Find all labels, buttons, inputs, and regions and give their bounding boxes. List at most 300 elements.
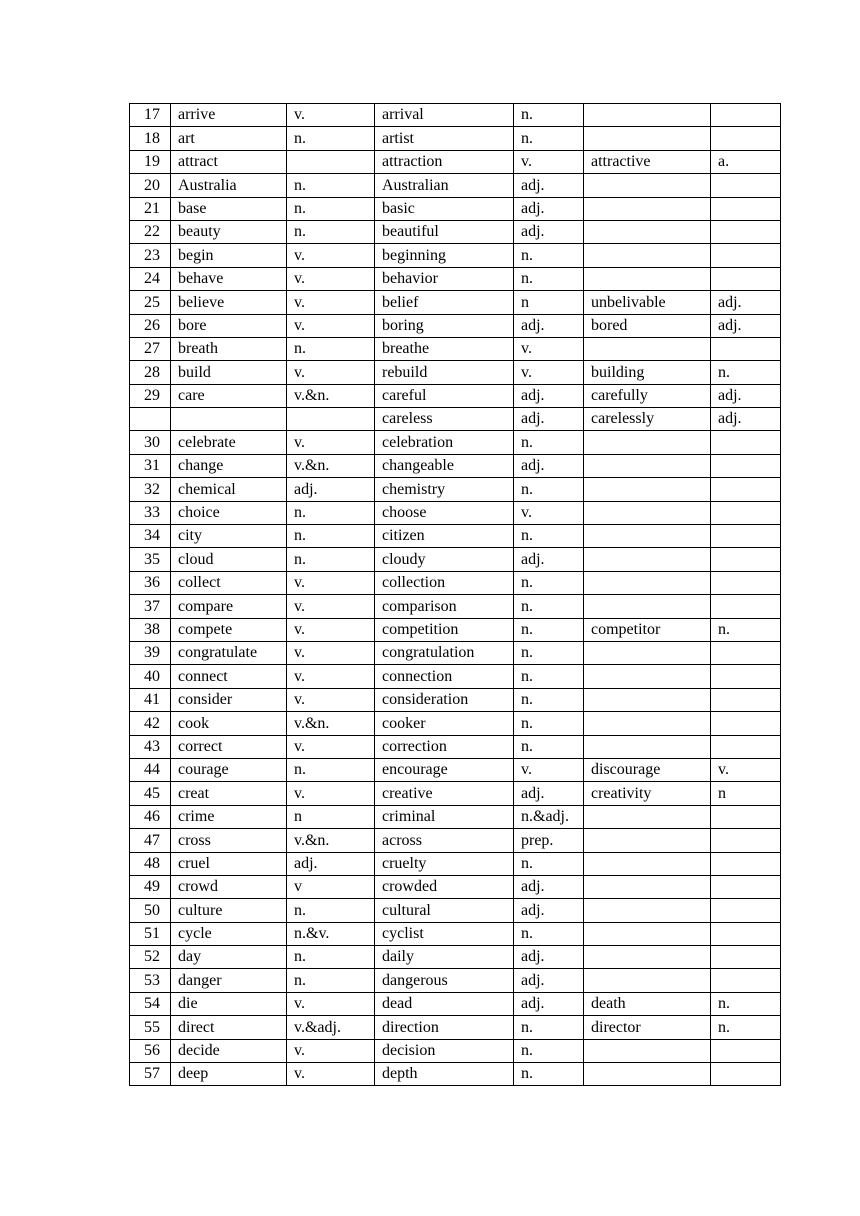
table-row	[130, 688, 781, 711]
row-number-cell: 28	[130, 361, 171, 384]
base-word-cell: courage	[171, 758, 287, 781]
base-word-pos-cell: v.	[287, 618, 375, 641]
base-word-pos-cell: v.	[287, 571, 375, 594]
base-word-cell: cook	[171, 712, 287, 735]
second-derived-word-pos-cell	[711, 571, 781, 594]
table-row	[130, 361, 781, 384]
second-derived-word-cell	[584, 969, 711, 992]
second-derived-word-pos-cell: v.	[711, 758, 781, 781]
row-number-cell: 32	[130, 478, 171, 501]
derived-word-pos-cell: adj.	[514, 174, 584, 197]
second-derived-word-cell	[584, 478, 711, 501]
base-word-pos-cell: v.	[287, 1039, 375, 1062]
base-word-cell: die	[171, 992, 287, 1015]
base-word-pos-cell: adj.	[287, 852, 375, 875]
base-word-pos-cell	[287, 150, 375, 173]
row-number-cell: 30	[130, 431, 171, 454]
derived-word-pos-cell: v.	[514, 361, 584, 384]
second-derived-word-pos-cell	[711, 337, 781, 360]
second-derived-word-cell	[584, 899, 711, 922]
derived-word-pos-cell: n.	[514, 641, 584, 664]
table-row	[130, 384, 781, 407]
derived-word-pos-cell: n.	[514, 571, 584, 594]
derived-word-pos-cell: n.	[514, 267, 584, 290]
base-word-pos-cell: v.	[287, 314, 375, 337]
second-derived-word-pos-cell	[711, 712, 781, 735]
base-word-cell: cloud	[171, 548, 287, 571]
table-row	[130, 478, 781, 501]
second-derived-word-cell: carelessly	[584, 408, 711, 431]
base-word-cell: deep	[171, 1063, 287, 1086]
second-derived-word-cell	[584, 665, 711, 688]
derived-word-pos-cell: n.	[514, 1039, 584, 1062]
base-word-cell: connect	[171, 665, 287, 688]
base-word-cell: cruel	[171, 852, 287, 875]
row-number-cell: 33	[130, 501, 171, 524]
second-derived-word-pos-cell	[711, 478, 781, 501]
derived-word-cell: rebuild	[375, 361, 514, 384]
derived-word-cell: connection	[375, 665, 514, 688]
derived-word-pos-cell: adj.	[514, 875, 584, 898]
table-row	[130, 758, 781, 781]
derived-word-pos-cell: adj.	[514, 220, 584, 243]
base-word-pos-cell: v.	[287, 595, 375, 618]
table-row	[130, 431, 781, 454]
table-row	[130, 805, 781, 828]
table-row	[130, 1063, 781, 1086]
derived-word-pos-cell: n.	[514, 688, 584, 711]
derived-word-cell: careful	[375, 384, 514, 407]
second-derived-word-cell	[584, 875, 711, 898]
table-row	[130, 174, 781, 197]
row-number-cell: 47	[130, 829, 171, 852]
derived-word-pos-cell: adj.	[514, 454, 584, 477]
row-number-cell: 24	[130, 267, 171, 290]
derived-word-cell: belief	[375, 291, 514, 314]
derived-word-cell: dead	[375, 992, 514, 1015]
row-number-cell: 46	[130, 805, 171, 828]
base-word-cell: chemical	[171, 478, 287, 501]
row-number-cell: 38	[130, 618, 171, 641]
derived-word-pos-cell: adj.	[514, 946, 584, 969]
second-derived-word-cell	[584, 267, 711, 290]
table-row	[130, 501, 781, 524]
second-derived-word-pos-cell: adj.	[711, 408, 781, 431]
table-row	[130, 244, 781, 267]
second-derived-word-pos-cell	[711, 899, 781, 922]
second-derived-word-pos-cell	[711, 1063, 781, 1086]
base-word-cell: day	[171, 946, 287, 969]
base-word-cell: direct	[171, 1016, 287, 1039]
derived-word-pos-cell: n.	[514, 478, 584, 501]
base-word-cell: compare	[171, 595, 287, 618]
table-row	[130, 665, 781, 688]
table-row	[130, 571, 781, 594]
second-derived-word-cell	[584, 501, 711, 524]
derived-word-cell: changeable	[375, 454, 514, 477]
second-derived-word-cell	[584, 220, 711, 243]
second-derived-word-pos-cell	[711, 735, 781, 758]
base-word-pos-cell: n.	[287, 501, 375, 524]
derived-word-cell: encourage	[375, 758, 514, 781]
base-word-cell: crowd	[171, 875, 287, 898]
row-number-cell: 27	[130, 337, 171, 360]
second-derived-word-pos-cell	[711, 875, 781, 898]
base-word-cell: attract	[171, 150, 287, 173]
row-number-cell: 22	[130, 220, 171, 243]
derived-word-pos-cell: v.	[514, 758, 584, 781]
second-derived-word-cell	[584, 431, 711, 454]
base-word-pos-cell: v.&n.	[287, 712, 375, 735]
table-row	[130, 197, 781, 220]
second-derived-word-cell: competitor	[584, 618, 711, 641]
derived-word-cell: comparison	[375, 595, 514, 618]
base-word-pos-cell: n.	[287, 197, 375, 220]
row-number-cell: 21	[130, 197, 171, 220]
base-word-pos-cell: n.	[287, 899, 375, 922]
table-row	[130, 1016, 781, 1039]
second-derived-word-cell	[584, 104, 711, 127]
second-derived-word-pos-cell	[711, 969, 781, 992]
second-derived-word-cell: carefully	[584, 384, 711, 407]
base-word-pos-cell: v.	[287, 688, 375, 711]
second-derived-word-pos-cell: n.	[711, 1016, 781, 1039]
derived-word-pos-cell: adj.	[514, 969, 584, 992]
derived-word-pos-cell: adj.	[514, 408, 584, 431]
base-word-cell	[171, 408, 287, 431]
base-word-pos-cell: v	[287, 875, 375, 898]
base-word-pos-cell: n	[287, 805, 375, 828]
base-word-pos-cell	[287, 408, 375, 431]
derived-word-cell: criminal	[375, 805, 514, 828]
base-word-pos-cell: v.	[287, 782, 375, 805]
base-word-pos-cell: v.	[287, 1063, 375, 1086]
base-word-cell: bore	[171, 314, 287, 337]
derived-word-cell: congratulation	[375, 641, 514, 664]
second-derived-word-cell	[584, 337, 711, 360]
second-derived-word-cell: creativity	[584, 782, 711, 805]
base-word-cell: crime	[171, 805, 287, 828]
base-word-cell: correct	[171, 735, 287, 758]
second-derived-word-cell	[584, 922, 711, 945]
row-number-cell: 52	[130, 946, 171, 969]
table-row	[130, 127, 781, 150]
second-derived-word-pos-cell	[711, 1039, 781, 1062]
table-row	[130, 875, 781, 898]
derived-word-pos-cell: prep.	[514, 829, 584, 852]
second-derived-word-cell	[584, 548, 711, 571]
row-number-cell: 23	[130, 244, 171, 267]
table-row	[130, 922, 781, 945]
second-derived-word-pos-cell	[711, 174, 781, 197]
second-derived-word-pos-cell	[711, 641, 781, 664]
second-derived-word-cell: bored	[584, 314, 711, 337]
table-row	[130, 1039, 781, 1062]
derived-word-cell: celebration	[375, 431, 514, 454]
derived-word-cell: daily	[375, 946, 514, 969]
table-row	[130, 220, 781, 243]
row-number-cell: 36	[130, 571, 171, 594]
derived-word-cell: arrival	[375, 104, 514, 127]
derived-word-pos-cell: n	[514, 291, 584, 314]
row-number-cell	[130, 408, 171, 431]
second-derived-word-cell	[584, 712, 711, 735]
derived-word-cell: citizen	[375, 525, 514, 548]
second-derived-word-cell: death	[584, 992, 711, 1015]
second-derived-word-cell	[584, 641, 711, 664]
second-derived-word-cell: attractive	[584, 150, 711, 173]
row-number-cell: 37	[130, 595, 171, 618]
second-derived-word-pos-cell	[711, 688, 781, 711]
second-derived-word-cell	[584, 525, 711, 548]
row-number-cell: 35	[130, 548, 171, 571]
second-derived-word-pos-cell	[711, 852, 781, 875]
row-number-cell: 53	[130, 969, 171, 992]
base-word-pos-cell: n.&v.	[287, 922, 375, 945]
derived-word-pos-cell: adj.	[514, 384, 584, 407]
base-word-cell: culture	[171, 899, 287, 922]
derived-word-pos-cell: n.	[514, 712, 584, 735]
derived-word-pos-cell: v.	[514, 501, 584, 524]
second-derived-word-pos-cell	[711, 431, 781, 454]
vocabulary-table	[129, 103, 781, 1086]
table-row	[130, 992, 781, 1015]
base-word-pos-cell: n.	[287, 337, 375, 360]
second-derived-word-cell	[584, 454, 711, 477]
second-derived-word-cell: discourage	[584, 758, 711, 781]
row-number-cell: 43	[130, 735, 171, 758]
second-derived-word-pos-cell	[711, 548, 781, 571]
derived-word-pos-cell: n.	[514, 852, 584, 875]
derived-word-cell: artist	[375, 127, 514, 150]
second-derived-word-pos-cell: adj.	[711, 384, 781, 407]
second-derived-word-pos-cell: n.	[711, 361, 781, 384]
derived-word-pos-cell: adj.	[514, 197, 584, 220]
base-word-cell: believe	[171, 291, 287, 314]
base-word-pos-cell: v.	[287, 104, 375, 127]
base-word-pos-cell: v.&n.	[287, 829, 375, 852]
row-number-cell: 20	[130, 174, 171, 197]
base-word-cell: collect	[171, 571, 287, 594]
derived-word-cell: competition	[375, 618, 514, 641]
second-derived-word-cell	[584, 946, 711, 969]
row-number-cell: 48	[130, 852, 171, 875]
row-number-cell: 50	[130, 899, 171, 922]
base-word-pos-cell: v.	[287, 361, 375, 384]
second-derived-word-pos-cell: n.	[711, 992, 781, 1015]
second-derived-word-pos-cell: n	[711, 782, 781, 805]
table-row	[130, 852, 781, 875]
derived-word-pos-cell: n.	[514, 525, 584, 548]
second-derived-word-cell: unbelivable	[584, 291, 711, 314]
derived-word-cell: across	[375, 829, 514, 852]
derived-word-cell: correction	[375, 735, 514, 758]
derived-word-pos-cell: n.	[514, 665, 584, 688]
table-row	[130, 454, 781, 477]
base-word-cell: consider	[171, 688, 287, 711]
base-word-pos-cell: v.	[287, 735, 375, 758]
base-word-cell: city	[171, 525, 287, 548]
base-word-pos-cell: v.&n.	[287, 454, 375, 477]
base-word-cell: congratulate	[171, 641, 287, 664]
table-row	[130, 595, 781, 618]
second-derived-word-pos-cell	[711, 267, 781, 290]
second-derived-word-pos-cell: adj.	[711, 314, 781, 337]
derived-word-cell: attraction	[375, 150, 514, 173]
derived-word-pos-cell: n.	[514, 431, 584, 454]
base-word-pos-cell: v.	[287, 992, 375, 1015]
base-word-pos-cell: n.	[287, 758, 375, 781]
second-derived-word-pos-cell	[711, 104, 781, 127]
base-word-cell: celebrate	[171, 431, 287, 454]
derived-word-pos-cell: n.&adj.	[514, 805, 584, 828]
derived-word-pos-cell: v.	[514, 150, 584, 173]
row-number-cell: 42	[130, 712, 171, 735]
derived-word-pos-cell: n.	[514, 244, 584, 267]
derived-word-cell: depth	[375, 1063, 514, 1086]
second-derived-word-cell	[584, 1063, 711, 1086]
second-derived-word-pos-cell	[711, 127, 781, 150]
base-word-cell: breath	[171, 337, 287, 360]
base-word-pos-cell: n.	[287, 174, 375, 197]
base-word-cell: choice	[171, 501, 287, 524]
derived-word-cell: decision	[375, 1039, 514, 1062]
second-derived-word-cell	[584, 852, 711, 875]
table-row	[130, 267, 781, 290]
row-number-cell: 25	[130, 291, 171, 314]
base-word-pos-cell: v.	[287, 244, 375, 267]
base-word-pos-cell: n.	[287, 525, 375, 548]
second-derived-word-pos-cell	[711, 805, 781, 828]
base-word-pos-cell: n.	[287, 969, 375, 992]
derived-word-cell: boring	[375, 314, 514, 337]
derived-word-cell: basic	[375, 197, 514, 220]
base-word-cell: cycle	[171, 922, 287, 945]
base-word-pos-cell: v.	[287, 431, 375, 454]
row-number-cell: 41	[130, 688, 171, 711]
second-derived-word-pos-cell	[711, 946, 781, 969]
base-word-pos-cell: v.	[287, 641, 375, 664]
table-row	[130, 548, 781, 571]
derived-word-pos-cell: n.	[514, 104, 584, 127]
row-number-cell: 55	[130, 1016, 171, 1039]
derived-word-cell: choose	[375, 501, 514, 524]
second-derived-word-pos-cell	[711, 454, 781, 477]
table-row	[130, 104, 781, 127]
row-number-cell: 31	[130, 454, 171, 477]
base-word-cell: art	[171, 127, 287, 150]
second-derived-word-cell	[584, 244, 711, 267]
derived-word-cell: cloudy	[375, 548, 514, 571]
derived-word-cell: behavior	[375, 267, 514, 290]
table-row	[130, 641, 781, 664]
row-number-cell: 19	[130, 150, 171, 173]
table-row	[130, 314, 781, 337]
second-derived-word-pos-cell	[711, 829, 781, 852]
derived-word-pos-cell: n.	[514, 1063, 584, 1086]
second-derived-word-pos-cell	[711, 665, 781, 688]
base-word-cell: arrive	[171, 104, 287, 127]
row-number-cell: 57	[130, 1063, 171, 1086]
table-row	[130, 337, 781, 360]
second-derived-word-cell	[584, 197, 711, 220]
derived-word-pos-cell: n.	[514, 922, 584, 945]
second-derived-word-pos-cell: n.	[711, 618, 781, 641]
base-word-cell: begin	[171, 244, 287, 267]
second-derived-word-cell	[584, 829, 711, 852]
row-number-cell: 40	[130, 665, 171, 688]
base-word-pos-cell: v.	[287, 267, 375, 290]
derived-word-cell: direction	[375, 1016, 514, 1039]
vocabulary-table-body	[130, 104, 781, 1086]
table-row	[130, 408, 781, 431]
derived-word-pos-cell: adj.	[514, 782, 584, 805]
second-derived-word-pos-cell	[711, 244, 781, 267]
derived-word-cell: dangerous	[375, 969, 514, 992]
base-word-cell: change	[171, 454, 287, 477]
derived-word-cell: chemistry	[375, 478, 514, 501]
derived-word-cell: cyclist	[375, 922, 514, 945]
base-word-pos-cell: n.	[287, 946, 375, 969]
derived-word-pos-cell: n.	[514, 618, 584, 641]
derived-word-pos-cell: adj.	[514, 314, 584, 337]
derived-word-cell: creative	[375, 782, 514, 805]
second-derived-word-cell	[584, 688, 711, 711]
base-word-cell: build	[171, 361, 287, 384]
derived-word-cell: cultural	[375, 899, 514, 922]
base-word-cell: decide	[171, 1039, 287, 1062]
base-word-pos-cell: v.&adj.	[287, 1016, 375, 1039]
second-derived-word-pos-cell: adj.	[711, 291, 781, 314]
table-row	[130, 618, 781, 641]
row-number-cell: 17	[130, 104, 171, 127]
base-word-pos-cell: n.	[287, 220, 375, 243]
derived-word-pos-cell: adj.	[514, 548, 584, 571]
base-word-pos-cell: v.	[287, 665, 375, 688]
table-row	[130, 782, 781, 805]
base-word-pos-cell: v.&n.	[287, 384, 375, 407]
derived-word-pos-cell: n.	[514, 1016, 584, 1039]
table-row	[130, 291, 781, 314]
table-row	[130, 969, 781, 992]
table-row	[130, 712, 781, 735]
second-derived-word-pos-cell	[711, 197, 781, 220]
row-number-cell: 34	[130, 525, 171, 548]
table-row	[130, 829, 781, 852]
second-derived-word-cell	[584, 174, 711, 197]
derived-word-cell: cruelty	[375, 852, 514, 875]
base-word-cell: cross	[171, 829, 287, 852]
second-derived-word-pos-cell	[711, 922, 781, 945]
derived-word-cell: collection	[375, 571, 514, 594]
second-derived-word-pos-cell	[711, 220, 781, 243]
table-row	[130, 946, 781, 969]
second-derived-word-cell	[584, 571, 711, 594]
derived-word-cell: cooker	[375, 712, 514, 735]
derived-word-cell: careless	[375, 408, 514, 431]
second-derived-word-pos-cell	[711, 595, 781, 618]
second-derived-word-pos-cell	[711, 501, 781, 524]
row-number-cell: 29	[130, 384, 171, 407]
derived-word-pos-cell: adj.	[514, 899, 584, 922]
table-row	[130, 899, 781, 922]
table-row	[130, 525, 781, 548]
base-word-cell: behave	[171, 267, 287, 290]
derived-word-cell: crowded	[375, 875, 514, 898]
derived-word-pos-cell: n.	[514, 735, 584, 758]
second-derived-word-cell: director	[584, 1016, 711, 1039]
derived-word-pos-cell: n.	[514, 127, 584, 150]
